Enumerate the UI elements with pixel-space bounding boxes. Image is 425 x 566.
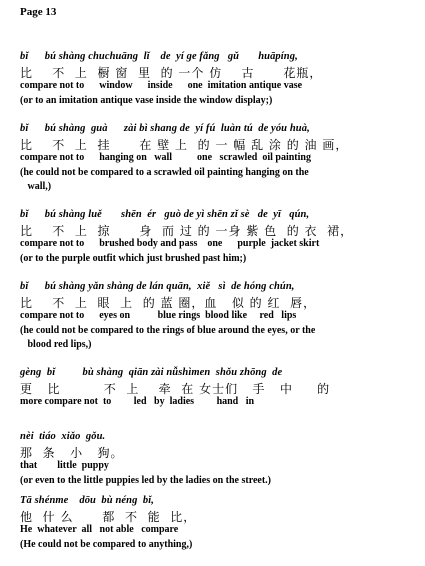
english-line: wall,) [20, 181, 52, 192]
english-line: (or to an imitation antique vase inside the window display;) [20, 94, 273, 106]
pinyin-line: bǐ bú shàng yǎn shàng de lán quān, xiě sì de hóng chún, [20, 281, 295, 292]
chinese-line: 比 不 上 挂 在 壁 上 的 一 幅 乱 涂 的 油 画， [20, 137, 349, 152]
chinese-line: 比 不 上 橱 窗 里 的 一个 仿 古 花瓶， [20, 65, 323, 80]
chinese-line: 比 不 上 眼 上 的 蓝 圈，血 似 的 红 唇， [20, 295, 317, 310]
pinyin-line: bǐ bú shàng guà zài bì shang de yí fú luàn tú de yóu huà, [20, 123, 310, 134]
english-line: compare not to brushed body and pass one purple jacket skirt [20, 238, 320, 249]
pinyin-line: gèng bǐ bù shàng qiān zài nǚshìmen shǒu zhōng de [20, 367, 283, 378]
english-line: compare not to window inside one imitation antique vase [20, 80, 303, 91]
english-line: that little puppy [20, 460, 109, 471]
pinyin-line: bǐ bú shàng chuchuāng lǐ de yí ge fǎng gǔ huāpíng, [20, 51, 298, 62]
chinese-line: 他 什 么 都 不 能 比， [20, 509, 197, 524]
pinyin-line: Tā shénme dōu bù néng bǐ, [20, 495, 154, 506]
english-line: compare not to eyes on blue rings blood like red lips [20, 310, 297, 321]
english-line: (or even to the little puppies led by the ladies on the street.) [20, 474, 272, 486]
chinese-line: 那 条 小 狗。 [20, 445, 124, 460]
english-line: compare not to hanging on wall one scrawled oil painting [20, 152, 311, 163]
chinese-line: 更 比 不 上 牵 在 女士们 手 中 的 [20, 381, 331, 396]
chinese-line: 比 不 上 掠 身 而 过 的 一身 紫 色 的 衣 裙， [20, 223, 354, 238]
english-line: (or to the purple outfit which just brushed past him;) [20, 252, 247, 264]
english-line: more compare not to led by ladies hand in [20, 396, 255, 407]
english-line: He whatever all not able compare [20, 524, 179, 535]
page-number: Page 13 [20, 6, 57, 18]
pinyin-line: bǐ bú shàng luě shēn ér guò de yì shēn zǐ sè de yī qún, [20, 209, 310, 220]
pinyin-line: nèi tiáo xiǎo gǒu. [20, 431, 106, 442]
english-line: (he could not be compared to a scrawled oil painting hanging on the [20, 166, 309, 178]
english-line: (he could not be compared to the rings of blue around the eyes, or the [20, 324, 316, 336]
english-line: blood red lips,) [20, 339, 92, 350]
english-line: (He could not be compared to anything,) [20, 538, 193, 550]
